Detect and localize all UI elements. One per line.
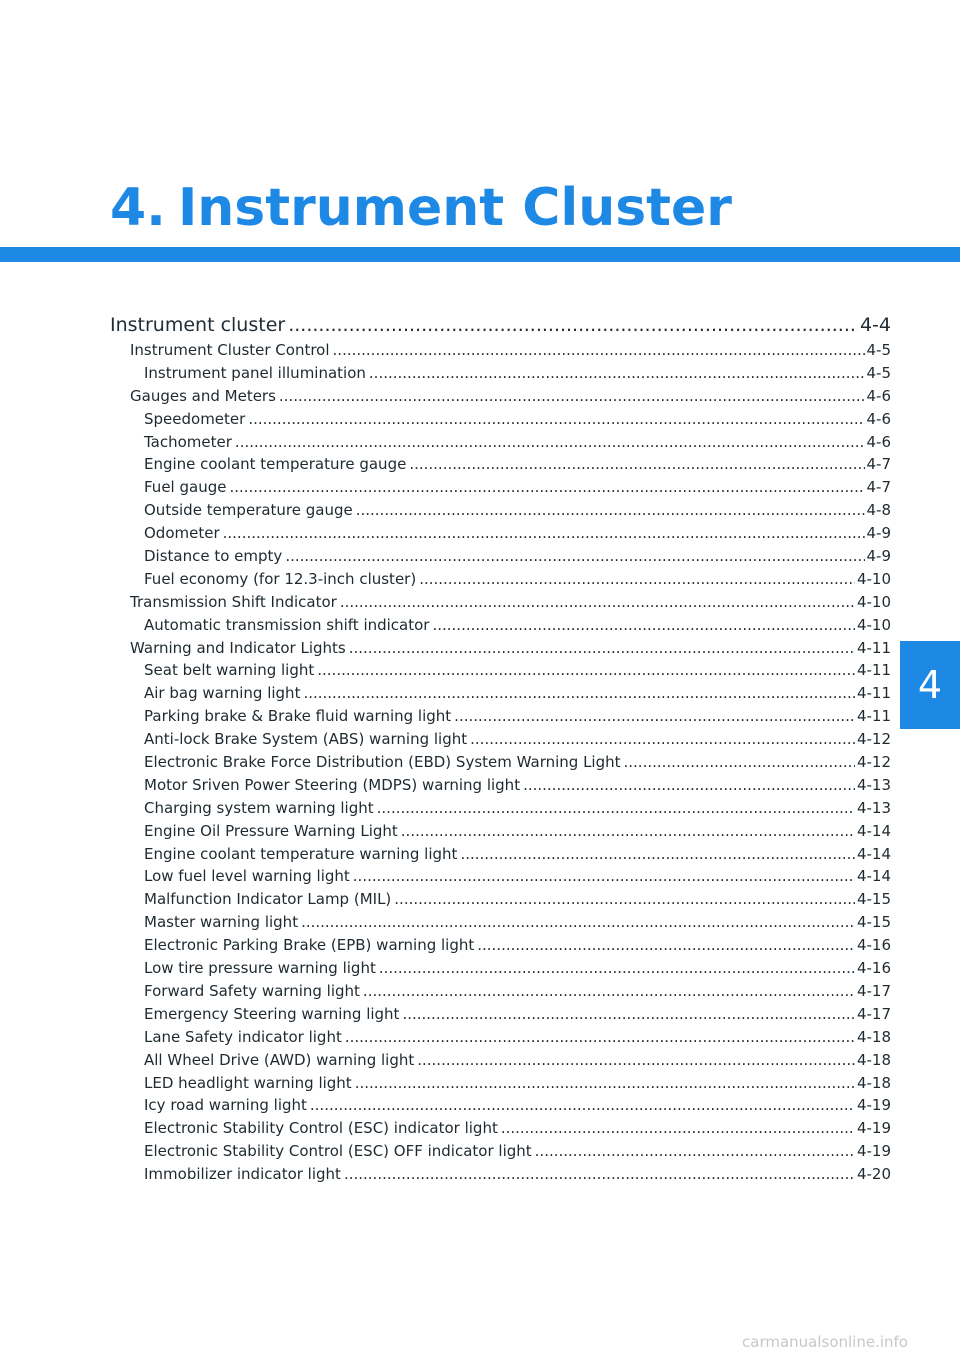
toc-entry-page: 4-7 xyxy=(866,455,891,474)
toc-dot-leader xyxy=(402,1003,855,1026)
toc-dot-leader xyxy=(417,1049,855,1072)
toc-dot-leader xyxy=(432,614,854,637)
toc-entry-page: 4-13 xyxy=(856,798,891,817)
toc-dot-leader xyxy=(285,545,864,568)
title-rule xyxy=(0,247,960,262)
toc-item-entry[interactable] xyxy=(110,1163,891,1186)
toc-item-entry[interactable] xyxy=(110,797,891,820)
toc-dot-leader xyxy=(303,682,855,705)
toc-subsection-entry[interactable] xyxy=(110,591,891,614)
toc-entry-page: 4-4 xyxy=(859,314,891,336)
chapter-title xyxy=(110,176,732,240)
toc-dot-leader xyxy=(470,728,855,751)
toc-entry-page: 4-6 xyxy=(866,409,891,428)
toc-item-entry[interactable] xyxy=(110,362,891,385)
toc-item-entry[interactable] xyxy=(110,728,891,751)
toc-entry-label: Malfunction Indicator Lamp (MIL) xyxy=(144,890,392,909)
toc-dot-leader xyxy=(419,568,855,591)
toc-item-entry[interactable] xyxy=(110,843,891,866)
toc-entry-page: 4-6 xyxy=(866,432,891,451)
toc-entry-label: Charging system warning light xyxy=(144,798,374,817)
toc-item-entry[interactable] xyxy=(110,980,891,1003)
toc-entry-page: 4-8 xyxy=(866,501,891,520)
toc-section-entry[interactable] xyxy=(110,311,891,339)
toc-item-entry[interactable] xyxy=(110,774,891,797)
toc-entry-label: Lane Safety indicator light xyxy=(144,1027,342,1046)
toc-entry-label: Icy road warning light xyxy=(144,1096,307,1115)
toc-dot-leader xyxy=(310,1094,855,1117)
toc-entry-page: 4-19 xyxy=(856,1119,891,1138)
toc-item-entry[interactable] xyxy=(110,408,891,431)
toc-entry-page: 4-19 xyxy=(856,1142,891,1161)
toc-entry-label: Fuel gauge xyxy=(144,478,227,497)
toc-entry-page: 4-14 xyxy=(856,844,891,863)
toc-entry-page: 4-11 xyxy=(856,638,891,657)
toc-entry-page: 4-5 xyxy=(866,363,891,382)
toc-dot-leader xyxy=(624,751,855,774)
toc-dot-leader xyxy=(454,705,855,728)
toc-entry-page: 4-11 xyxy=(856,684,891,703)
toc-entry-label: Immobilizer indicator light xyxy=(144,1165,341,1184)
toc-dot-leader xyxy=(288,311,858,339)
toc-entry-label: Forward Safety warning light xyxy=(144,981,360,1000)
toc-entry-page: 4-12 xyxy=(856,753,891,772)
watermark: carmanualsonline.info xyxy=(742,1333,908,1351)
toc-dot-leader xyxy=(501,1117,855,1140)
toc-dot-leader xyxy=(401,820,855,843)
toc-item-entry[interactable] xyxy=(110,1140,891,1163)
toc-item-entry[interactable] xyxy=(110,659,891,682)
toc-dot-leader xyxy=(369,362,865,385)
toc-dot-leader xyxy=(317,659,855,682)
toc-dot-leader xyxy=(301,911,855,934)
toc-entry-page: 4-16 xyxy=(856,959,891,978)
toc-entry-page: 4-17 xyxy=(856,981,891,1000)
toc-dot-leader xyxy=(377,797,855,820)
toc-entry-label: Anti-lock Brake System (ABS) warning light xyxy=(144,730,468,749)
toc-dot-leader xyxy=(535,1140,855,1163)
toc-entry-label: Engine coolant temperature gauge xyxy=(144,455,407,474)
toc-dot-leader xyxy=(345,1026,855,1049)
toc-item-entry[interactable] xyxy=(110,682,891,705)
toc-entry-label: Electronic Parking Brake (EPB) warning light xyxy=(144,936,475,955)
chapter-tab-number: 4 xyxy=(917,663,943,707)
toc-item-entry[interactable] xyxy=(110,934,891,957)
toc-dot-leader xyxy=(355,1072,855,1095)
toc-item-entry[interactable] xyxy=(110,1003,891,1026)
toc-entry-page: 4-11 xyxy=(856,661,891,680)
toc-entry-page: 4-18 xyxy=(856,1050,891,1069)
toc-item-entry[interactable] xyxy=(110,888,891,911)
toc-entry-label: Tachometer xyxy=(144,432,232,451)
toc-entry-label: LED headlight warning light xyxy=(144,1073,352,1092)
toc-entry-page: 4-12 xyxy=(856,730,891,749)
toc-dot-leader xyxy=(409,453,864,476)
toc-dot-leader xyxy=(394,888,855,911)
toc-entry-label: Air bag warning light xyxy=(144,684,301,703)
toc-item-entry[interactable] xyxy=(110,751,891,774)
toc-entry-label: Warning and Indicator Lights xyxy=(130,638,346,657)
toc-dot-leader xyxy=(340,591,855,614)
toc-entry-page: 4-14 xyxy=(856,867,891,886)
toc-item-entry[interactable] xyxy=(110,545,891,568)
chapter-title-text: Instrument Cluster xyxy=(177,178,732,238)
toc-item-entry[interactable] xyxy=(110,476,891,499)
toc-entry-label: Electronic Stability Control (ESC) OFF indicator light xyxy=(144,1142,532,1161)
toc-subsection-entry[interactable] xyxy=(110,385,891,408)
toc-entry-label: Engine Oil Pressure Warning Light xyxy=(144,821,398,840)
toc-dot-leader xyxy=(349,637,855,660)
toc-entry-page: 4-10 xyxy=(856,615,891,634)
toc-entry-label: Parking brake & Brake fluid warning light xyxy=(144,707,452,726)
toc-entry-label: Instrument Cluster Control xyxy=(130,341,330,359)
toc-entry-page: 4-7 xyxy=(866,478,891,497)
toc-entry-page: 4-11 xyxy=(856,707,891,726)
toc-item-entry[interactable] xyxy=(110,568,891,591)
toc-entry-label: Outside temperature gauge xyxy=(144,501,353,520)
toc-item-entry[interactable] xyxy=(110,522,891,545)
toc-item-entry[interactable] xyxy=(110,1026,891,1049)
toc-item-entry[interactable] xyxy=(110,431,891,454)
toc-entry-page: 4-6 xyxy=(866,386,891,405)
toc-dot-leader xyxy=(477,934,855,957)
toc-entry-label: Low tire pressure warning light xyxy=(144,959,376,978)
toc-entry-page: 4-18 xyxy=(856,1073,891,1092)
toc-entry-label: Odometer xyxy=(144,524,220,543)
toc-entry-page: 4-5 xyxy=(866,341,891,359)
toc-item-entry[interactable] xyxy=(110,1049,891,1072)
toc-entry-page: 4-10 xyxy=(856,569,891,588)
toc-entry-page: 4-19 xyxy=(856,1096,891,1115)
toc-entry-label: Distance to empty xyxy=(144,547,283,566)
toc-entry-page: 4-17 xyxy=(856,1004,891,1023)
toc-entry-label: Fuel economy (for 12.3-inch cluster) xyxy=(144,569,417,588)
toc-item-entry[interactable] xyxy=(110,957,891,980)
toc-entry-page: 4-16 xyxy=(856,936,891,955)
toc-entry-label: Motor Sriven Power Steering (MDPS) warning light xyxy=(144,775,521,794)
toc-entry-page: 4-20 xyxy=(856,1165,891,1184)
toc-entry-label: Gauges and Meters xyxy=(130,386,276,405)
toc-entry-label: Engine coolant temperature warning light xyxy=(144,844,458,863)
toc-dot-leader xyxy=(523,774,855,797)
toc-dot-leader xyxy=(353,865,855,888)
toc-item-entry[interactable] xyxy=(110,1072,891,1095)
toc-dot-leader xyxy=(223,522,865,545)
toc-item-entry[interactable] xyxy=(110,499,891,522)
toc-item-entry[interactable] xyxy=(110,614,891,637)
toc-entry-label: Transmission Shift Indicator xyxy=(130,592,337,611)
toc-entry-page: 4-15 xyxy=(856,890,891,909)
toc-entry-label: Seat belt warning light xyxy=(144,661,315,680)
toc-subsection-entry[interactable] xyxy=(110,339,891,362)
chapter-tab[interactable] xyxy=(900,641,960,729)
toc-entry-label: Electronic Brake Force Distribution (EBD) System Warning Light xyxy=(144,753,621,772)
toc-item-entry[interactable] xyxy=(110,911,891,934)
toc-dot-leader xyxy=(344,1163,855,1186)
toc-dot-leader xyxy=(229,476,864,499)
toc-entry-page: 4-9 xyxy=(866,524,891,543)
table-of-contents xyxy=(110,311,891,1186)
toc-entry-label: Low fuel level warning light xyxy=(144,867,350,886)
toc-dot-leader xyxy=(248,408,864,431)
toc-entry-label: All Wheel Drive (AWD) warning light xyxy=(144,1050,415,1069)
toc-item-entry[interactable] xyxy=(110,1094,891,1117)
toc-item-entry[interactable] xyxy=(110,820,891,843)
toc-entry-page: 4-14 xyxy=(856,821,891,840)
toc-entry-page: 4-10 xyxy=(856,592,891,611)
toc-entry-label: Emergency Steering warning light xyxy=(144,1004,400,1023)
toc-entry-label: Electronic Stability Control (ESC) indicator light xyxy=(144,1119,498,1138)
toc-dot-leader xyxy=(356,499,865,522)
toc-item-entry[interactable] xyxy=(110,453,891,476)
toc-dot-leader xyxy=(333,339,865,362)
toc-entry-page: 4-15 xyxy=(856,913,891,932)
toc-dot-leader xyxy=(379,957,855,980)
toc-dot-leader xyxy=(279,385,865,408)
toc-entry-label: Master warning light xyxy=(144,913,299,932)
toc-dot-leader xyxy=(363,980,855,1003)
toc-item-entry[interactable] xyxy=(110,1117,891,1140)
toc-dot-leader xyxy=(235,431,865,454)
toc-entry-page: 4-18 xyxy=(856,1027,891,1046)
toc-entry-label: Instrument panel illumination xyxy=(144,363,366,382)
toc-entry-page: 4-13 xyxy=(856,775,891,794)
toc-subsection-entry[interactable] xyxy=(110,637,891,660)
toc-entry-label: Automatic transmission shift indicator xyxy=(144,615,430,634)
toc-entry-label: Instrument cluster xyxy=(110,314,286,336)
toc-item-entry[interactable] xyxy=(110,705,891,728)
toc-entry-label: Speedometer xyxy=(144,409,246,428)
toc-item-entry[interactable] xyxy=(110,865,891,888)
toc-entry-page: 4-9 xyxy=(866,547,891,566)
toc-dot-leader xyxy=(460,843,855,866)
chapter-number: 4. xyxy=(110,178,166,238)
